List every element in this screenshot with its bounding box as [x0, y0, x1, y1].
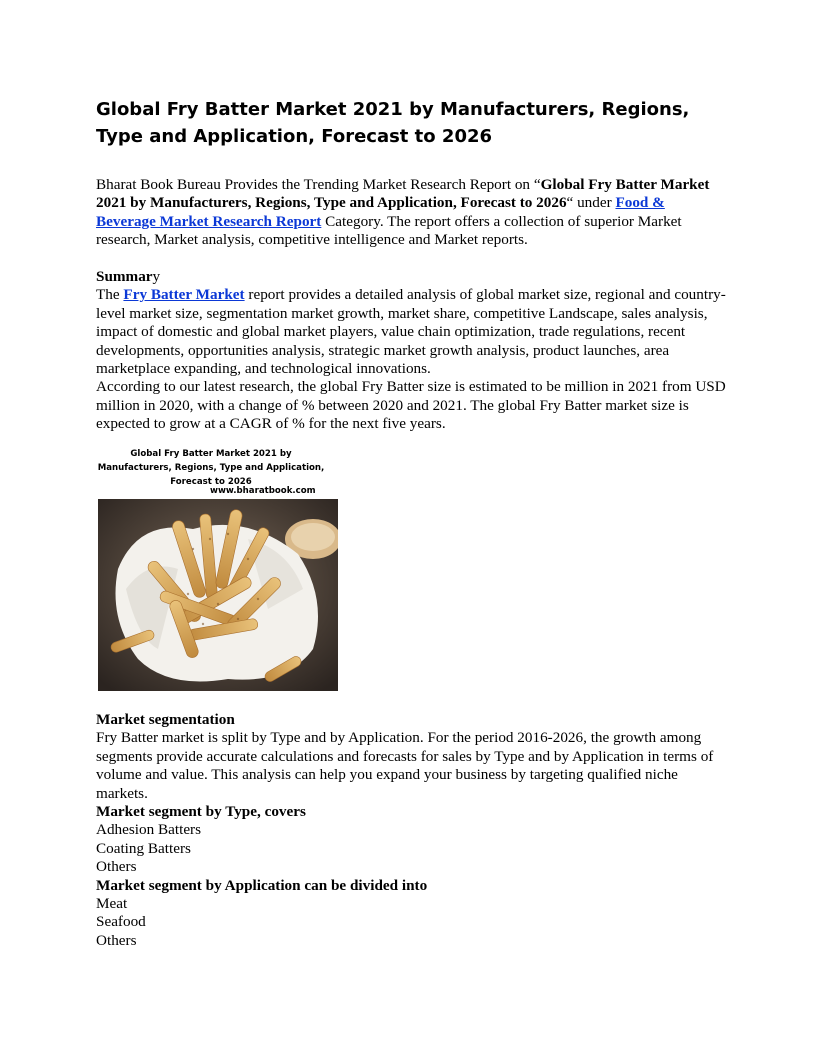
summary-p1-lead: The: [96, 286, 124, 304]
list-item: Others: [96, 931, 137, 949]
page-title: Global Fry Batter Market 2021 by Manufacturers, Regions, Type and Application, Forecast to 2026: [96, 99, 690, 147]
intro-lead: Bharat Book Bureau Provides the Trending Market Research Report on “: [96, 176, 541, 193]
application-heading: Market segment by Application can be divided into: [96, 876, 428, 894]
figure-caption: Global Fry Batter Market 2021 by Manufacturers, Regions, Type and Application, Forecast to 2026: [97, 449, 325, 487]
list-item: Meat: [96, 895, 128, 913]
list-item: Others: [96, 858, 137, 876]
segmentation-text: Fry Batter market is split by Type and by Application. For the period 2016-2026, the growth among segments provide accurate calculations and forecasts for sales by Type and by Application in terms of volume and value. This analysis can help you expand your business by targeting qualified niche markets.: [96, 729, 714, 802]
summary-heading-bold: Summar: [96, 268, 153, 285]
segmentation-section: [96, 711, 726, 950]
summary-p1-tail: report provides a detailed analysis of global market size, regional and country-level market size, segmentation market growth, market share, competitive Landscape, sales analysis, impact of domestic and global market players, value chain optimization, trade regulations, recent developments, opportunities analysis, strategic market growth analysis, product launches, area marketplace expanding, and technological innovations.: [96, 286, 726, 378]
list-item: Coating Batters: [96, 839, 191, 857]
list-item: Seafood: [96, 913, 146, 931]
intro-report-name: Global Fry Batter Market 2021 by Manufacturers, Regions, Type and Application, Forecast to 2026: [96, 176, 710, 212]
summary-heading: [96, 268, 726, 286]
category-link[interactable]: Food & Beverage Market Research Report: [96, 194, 665, 230]
intro-paragraph: [96, 176, 726, 250]
segmentation-heading: Market segmentation: [96, 711, 235, 728]
summary-paragraph-2: According to our latest research, the global Fry Batter size is estimated to be million in 2021 from USD million in 2020, with a change of % between 2020 and 2021. The global Fry Batter market size is expected to grow at a CAGR of % for the next five years.: [96, 378, 726, 433]
summary-paragraph-1: [96, 286, 726, 378]
fry-batter-market-link[interactable]: Fry Batter Market: [123, 286, 245, 304]
figure-url: www.bharatbook.com: [210, 486, 316, 496]
intro-tail: Category. The report offers a collection of superior Market research, Market analysis, competitive intelligence and Market reports.: [96, 212, 682, 249]
list-item: Adhesion Batters: [96, 821, 202, 839]
intro-under: “ under: [566, 194, 616, 212]
type-heading: Market segment by Type, covers: [96, 803, 306, 821]
fries-photo: [98, 499, 338, 691]
report-figure: [96, 447, 340, 693]
summary-section: [96, 268, 726, 434]
summary-heading-rest: y: [152, 268, 161, 285]
